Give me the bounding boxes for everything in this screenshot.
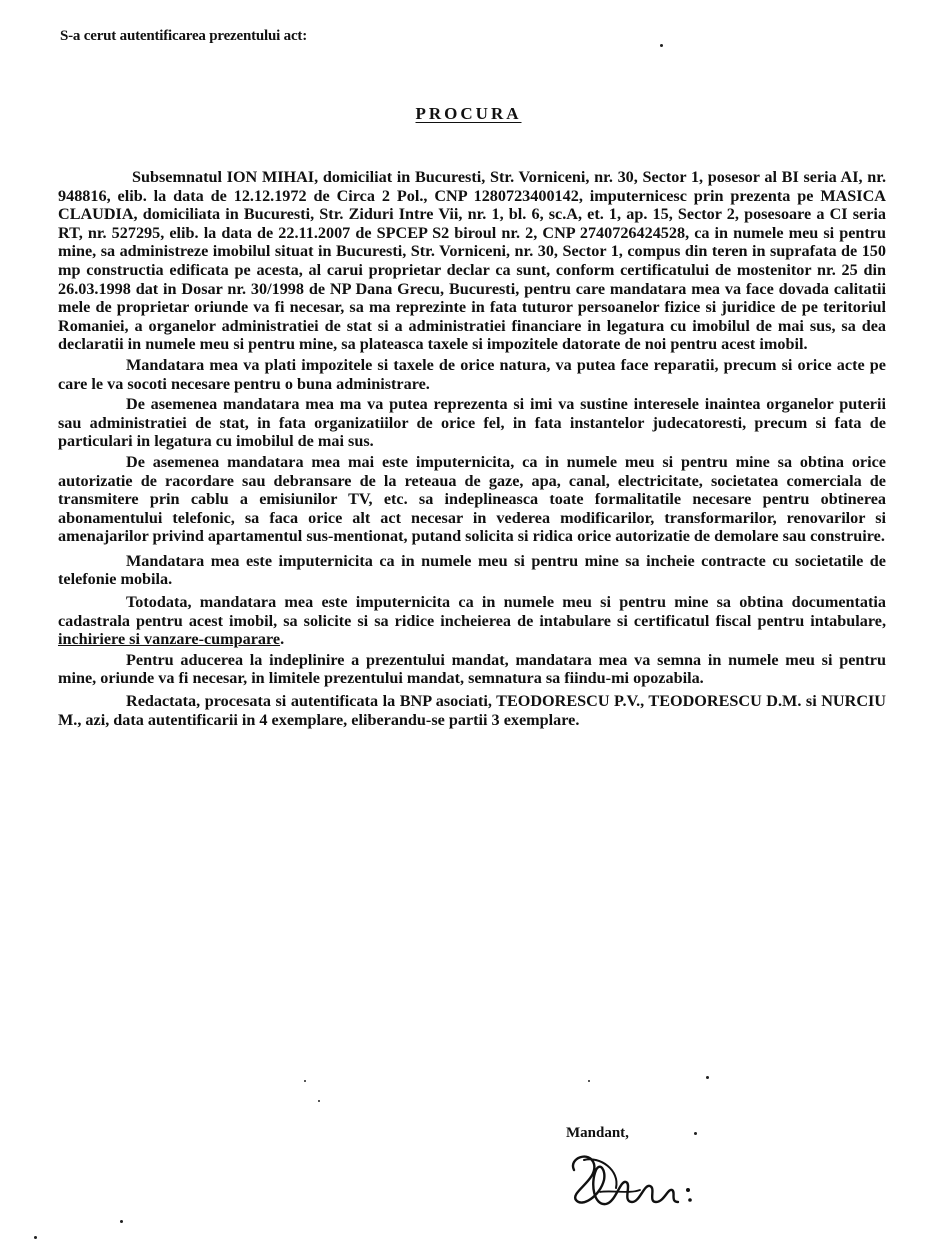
scan-speck: [694, 1132, 697, 1135]
document-title: PROCURA: [415, 104, 522, 123]
paragraph-representation: De asemenea mandatara mea ma va putea reprezenta si imi va sustine interesele inaintea organelor puterii sau administratiei de stat, in fata organizatiilor de orice fel, in fata instantelor judecatoresti, precum si fata de particulari in legatura cu imobilul de mai sus.: [58, 395, 886, 451]
scan-speck: [304, 1080, 306, 1082]
document-body: [58, 168, 886, 729]
scan-speck: [660, 44, 663, 47]
scan-speck: [706, 1076, 709, 1079]
paragraph-cadastral-text: Totodata, mandatara mea este imputernicita ca in numele meu si pentru mine sa obtina documentatia cadastrala pentru acest imobil, sa solicite si sa ridice incheierea de intabulare si certificatul fiscal pentru intabulare,: [58, 593, 886, 630]
paragraph-mandate-grant: Subsemnatul ION MIHAI, domiciliat in Bucuresti, Str. Vornicenі, nr. 30, Sector 1, posesor al BI seria AI, nr. 948816, elib. la data de 12.12.1972 de Circa 2 Pol., CNP 1280723400142, imputernicesc prin prezenta pe MASICA CLAUDIA, domiciliata in Bucuresti, Str. Ziduri Intre Vii, nr. 1, bl. 6, sc.A, et. 1, ap. 15, Sector 2, posesoare a CI seria RT, nr. 527295, elib. la data de 22.11.2007 de SPCEP S2 biroul nr. 2, CNP 2740726424528, ca in numele meu si pentru mine, sa administreze imobilul situat in Bucuresti, Str. Vornicenі, nr. 30, Sector 1, compus din teren in suprafata de 150 mp constructia edificata pe acesta, al carui proprietar declar ca sunt, conform certificatului de mostenitor nr. 25 din 26.03.1998 dat in Dosar nr. 30/1998 de NP Dana Grecu, Bucuresti, pentru care mandatara mea va face dovada calitatii mele de proprietar oriunde va fi necesar, sa ma reprezinte in fata tuturor persoanelor fizice si juridice de pe teritoriul Romaniei, a organelor administratiei de stat si a administratiei financiare in legatura cu imobilul de mai sus, sa dea declaratii in numele meu si pentru mine, sa plateasca taxele si impozitele datorate de noi pentru acest imobil.: [58, 168, 886, 354]
paragraph-signing-authority: Pentru aducerea la indeplinire a prezentului mandat, mandatara mea va semna in numele meu si pentru mine, oriunde va fi necesar, in limitele prezentului mandat, semnatura sa fiindu-mi opozabila.: [58, 650, 886, 688]
paragraph-utilities-authorizations: De asemenea mandatara mea mai este imputernicita, ca in numele meu si pentru mine sa obtina orice autorizatie de racordare sau debransare de la reteaua de gaze, apa, canal, electricitate, societatea comerciala de transmitere prin cablu a emisiunilor TV, etc. sa indeplineasca toate formalitatile necesare pentru obtinerea abonamentului telefonic, sa faca orice alt act necesar in vederea modificarilor, transformarilor, renovarilor si amenajarilor privind apartamentul sus-mentionat, putand solicita si ridica orice autorizatie de demolare sau construire.: [58, 452, 886, 546]
handwritten-signature: [560, 1140, 710, 1220]
scan-speck: [34, 1236, 37, 1239]
scan-speck: [318, 1100, 320, 1102]
scan-speck: [120, 1220, 123, 1223]
paragraph-cadastral-documents: [58, 593, 886, 649]
scan-speck: [588, 1080, 590, 1082]
paragraph-mobile-contracts: Mandatara mea este imputernicita ca in numele meu si pentru mine sa incheie contracte cu societatile de telefonie mobila.: [58, 551, 886, 589]
paragraph-taxes-repairs: Mandatara mea va plati impozitele si taxele de orice natura, va putea face reparatii, precum si orice acte pe care le va socoti necesare pentru o buna administrare.: [58, 355, 886, 393]
paragraph-notarization: Redactata, procesata si autentificata la BNP asociati, TEODORESCU P.V., TEODORESCU D.M. si NURCIU M., azi, data autentificarii in 4 exemplare, eliberandu-se partii 3 exemplare.: [58, 692, 886, 729]
authentication-request-note: S-a cerut autentificarea prezentului act:: [60, 28, 308, 44]
underlined-phrase: inchiriere si vanzare-cumparare: [58, 630, 281, 649]
mandant-label: Mandant,: [566, 1125, 629, 1141]
paragraph-cadastral-end: .: [280, 630, 285, 649]
